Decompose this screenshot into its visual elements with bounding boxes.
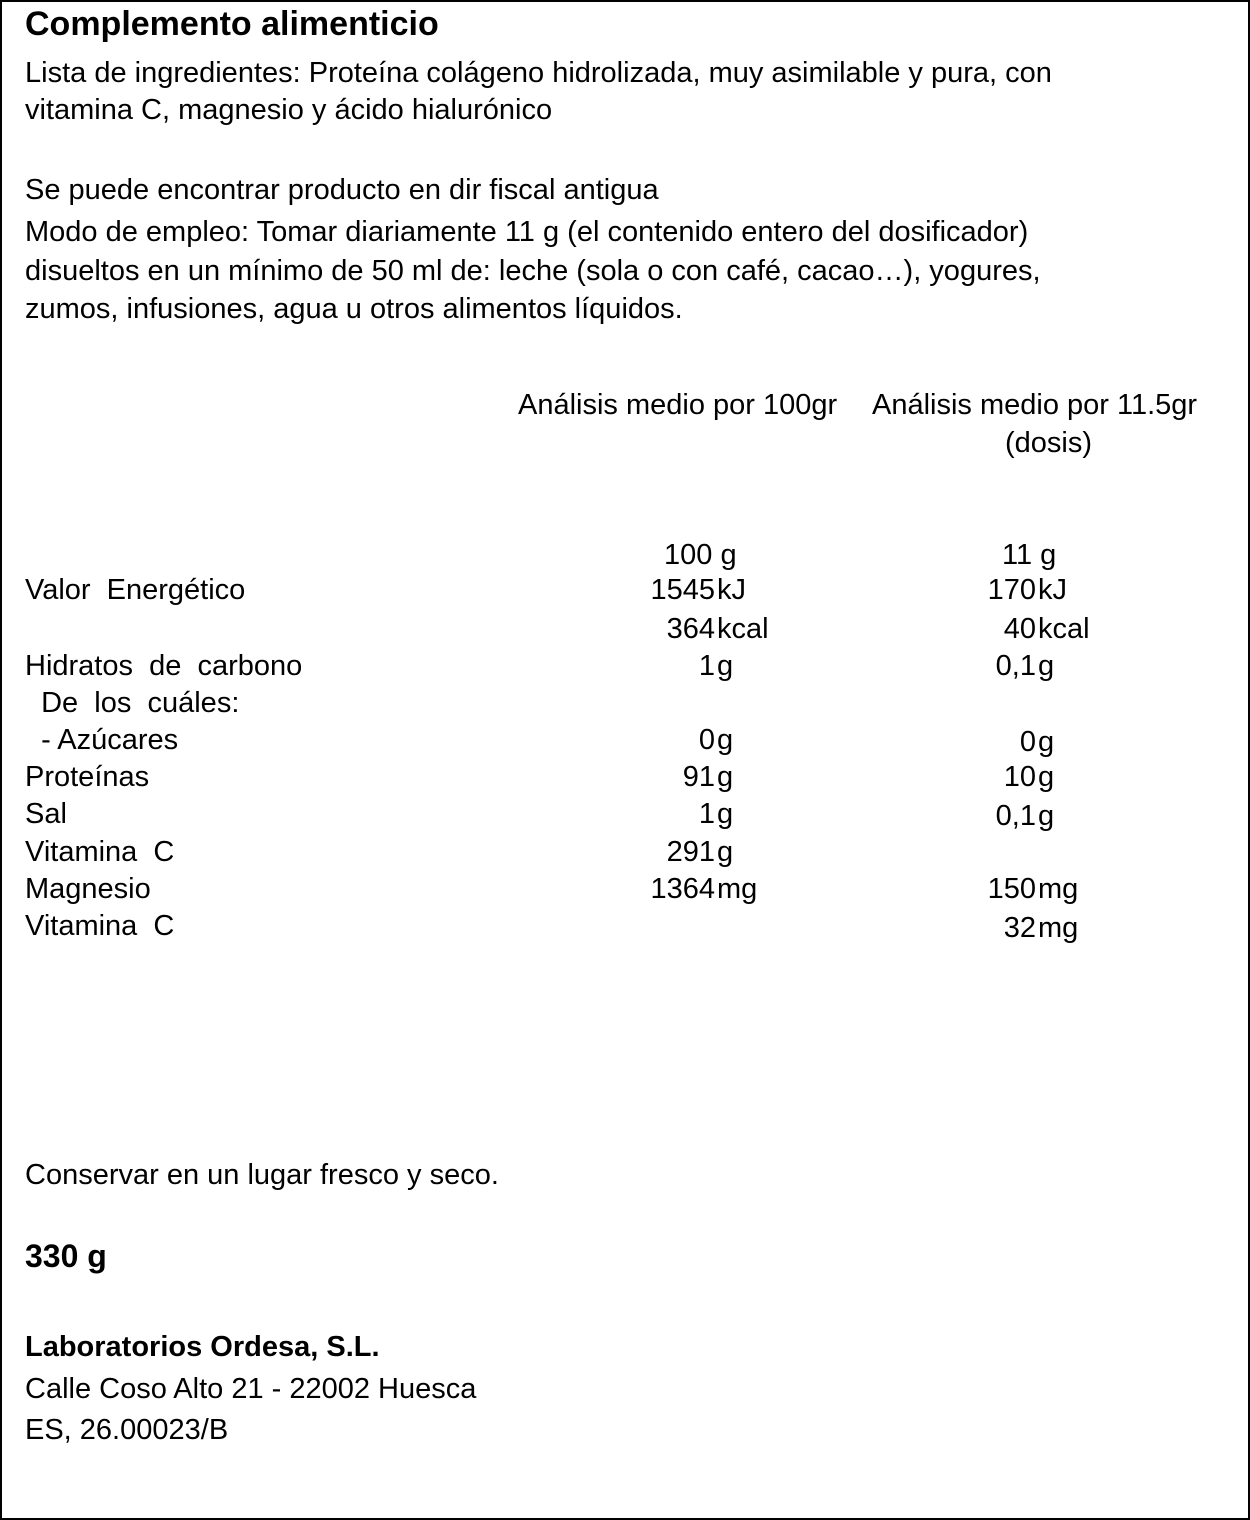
unit-per-dose: g: [1038, 726, 1055, 758]
usage-line-3: zumos, infusiones, agua u otros alimentos líquidos.: [25, 293, 683, 325]
usage-line-2: disueltos en un mínimo de 50 ml de: leche (sola o con café, cacao…), yogures,: [25, 255, 1041, 287]
value-per-dose: 170: [987, 574, 1036, 606]
value-per-100g: 0: [698, 724, 715, 756]
value-per-100g: 1545: [650, 574, 715, 606]
unit-per-100g: g: [717, 836, 734, 868]
unit-per-dose: mg: [1038, 912, 1079, 944]
base-amount-col1: 100 g: [664, 539, 737, 571]
value-per-100g: 364: [666, 613, 715, 645]
nutrient-label: Valor Energético: [25, 574, 246, 606]
unit-per-dose: mg: [1038, 873, 1079, 905]
usage-line-1: Modo de empleo: Tomar diariamente 11 g (el contenido entero del dosificador): [25, 216, 1029, 248]
value-per-100g: 1: [698, 798, 715, 830]
value-per-dose: 0: [1019, 726, 1036, 758]
unit-per-dose: kcal: [1038, 613, 1090, 645]
value-per-dose: 10: [1003, 761, 1036, 793]
value-per-dose: 150: [987, 873, 1036, 905]
unit-per-100g: g: [717, 761, 734, 793]
nutrient-label: Proteínas: [25, 761, 150, 793]
unit-per-dose: g: [1038, 761, 1055, 793]
company-name: Laboratorios Ordesa, S.L.: [25, 1331, 380, 1363]
product-title: Complemento alimenticio: [25, 5, 439, 43]
ingredients-line-1: Lista de ingredientes: Proteína colágeno hidrolizada, muy asimilable y pura, con: [25, 57, 1052, 89]
nutrient-label: Sal: [25, 798, 67, 830]
fiscal-note: Se puede encontrar producto en dir fiscal antigua: [25, 174, 659, 206]
company-registry: ES, 26.00023/B: [25, 1414, 229, 1446]
value-per-100g: 1364: [650, 873, 715, 905]
unit-per-dose: g: [1038, 800, 1055, 832]
value-per-dose: 0,1: [995, 800, 1036, 832]
unit-per-100g: g: [717, 724, 734, 756]
nutrient-label: Vitamina C: [25, 910, 175, 942]
value-per-100g: 91: [682, 761, 715, 793]
unit-per-100g: kJ: [717, 574, 746, 606]
nutrient-label: Magnesio: [25, 873, 151, 905]
nutrient-label: - Azúcares: [25, 724, 179, 756]
base-amount-col2: 11 g: [1002, 539, 1057, 571]
unit-per-dose: g: [1038, 650, 1055, 682]
nutrition-header-col2: Análisis medio por 11.5gr: [872, 389, 1198, 421]
ingredients-line-2: vitamina C, magnesio y ácido hialurónico: [25, 94, 553, 126]
unit-per-100g: mg: [717, 873, 758, 905]
value-per-dose: 32: [1003, 912, 1036, 944]
company-address: Calle Coso Alto 21 - 22002 Huesca: [25, 1373, 477, 1405]
nutrient-label: De los cuáles:: [25, 687, 240, 719]
value-per-dose: 0,1: [995, 650, 1036, 682]
value-per-100g: 1: [698, 650, 715, 682]
net-weight: 330 g: [25, 1238, 107, 1274]
nutrition-header-col2-sub: (dosis): [1005, 427, 1093, 459]
nutrition-header-col1: Análisis medio por 100gr: [518, 389, 838, 421]
unit-per-dose: kJ: [1038, 574, 1067, 606]
storage-instructions: Conservar en un lugar fresco y seco.: [25, 1159, 499, 1191]
nutrient-label: Hidratos de carbono: [25, 650, 303, 682]
unit-per-100g: g: [717, 798, 734, 830]
value-per-100g: 291: [666, 836, 715, 868]
unit-per-100g: g: [717, 650, 734, 682]
value-per-dose: 40: [1003, 613, 1036, 645]
unit-per-100g: kcal: [717, 613, 769, 645]
nutrient-label: Vitamina C: [25, 836, 175, 868]
